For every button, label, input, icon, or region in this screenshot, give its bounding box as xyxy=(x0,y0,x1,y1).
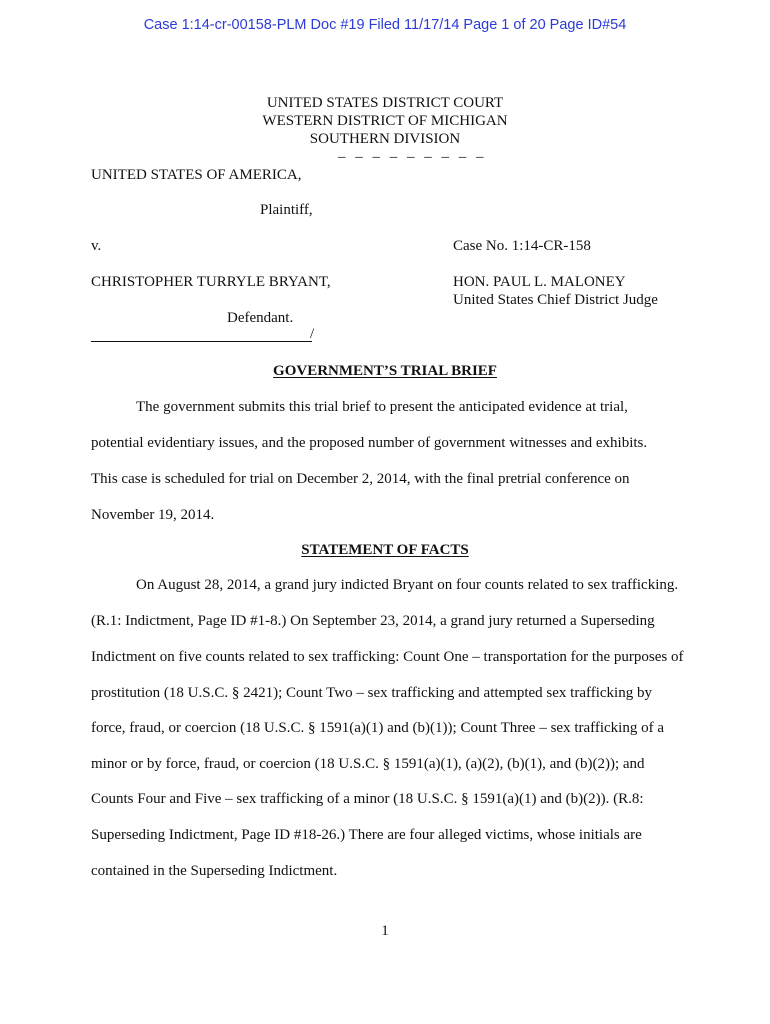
facts-line-6: minor or by force, fraud, or coercion (18 U.S.C. § 1591(a)(1), (a)(2), (b)(1), and (b)(2)); and xyxy=(91,756,645,772)
facts-line-5: force, fraud, or coercion (18 U.S.C. § 1591(a)(1) and (b)(1)); Count Three – sex trafficking of a xyxy=(91,720,665,736)
court-division: SOUTHERN DIVISION xyxy=(309,131,461,147)
judge-name: HON. PAUL L. MALONEY xyxy=(453,274,626,290)
facts-line-8: Superseding Indictment, Page ID #18-26.) There are four alleged victims, whose initials are xyxy=(91,827,642,843)
court-dash-rule: – – – – – – – – – xyxy=(338,149,487,165)
facts-line-7: Counts Four and Five – sex trafficking of a minor (18 U.S.C. § 1591(a)(1) and (b)(2)). (R.8: xyxy=(91,791,644,807)
defendant-label: Defendant. xyxy=(227,310,294,326)
page-number: 1 xyxy=(381,923,389,939)
court-name: UNITED STATES DISTRICT COURT xyxy=(266,95,504,111)
court-district: WESTERN DISTRICT OF MICHIGAN xyxy=(262,113,508,129)
facts-line-9: contained in the Superseding Indictment. xyxy=(91,863,338,879)
plaintiff-label: Plaintiff, xyxy=(260,202,313,218)
intro-line-1: The government submits this trial brief to present the anticipated evidence at trial, xyxy=(136,399,628,415)
document-title: GOVERNMENT’S TRIAL BRIEF xyxy=(273,363,497,379)
facts-line-2: (R.1: Indictment, Page ID #1-8.) On September 23, 2014, a grand jury returned a Superseding xyxy=(91,613,655,629)
intro-line-3: This case is scheduled for trial on December 2, 2014, with the final pretrial conference on xyxy=(91,471,630,487)
intro-line-2: potential evidentiary issues, and the proposed number of government witnesses and exhibits. xyxy=(91,435,648,451)
facts-line-1: On August 28, 2014, a grand jury indicted Bryant on four counts related to sex trafficking. xyxy=(136,577,679,593)
facts-heading: STATEMENT OF FACTS xyxy=(301,542,469,558)
plaintiff-name: UNITED STATES OF AMERICA, xyxy=(91,167,302,183)
ecf-header-stamp: Case 1:14-cr-00158-PLM Doc #19 Filed 11/17/14 Page 1 of 20 Page ID#54 xyxy=(143,17,627,33)
case-number: Case No. 1:14-CR-158 xyxy=(453,238,591,254)
caption-signature-line xyxy=(91,341,312,342)
defendant-name: CHRISTOPHER TURRYLE BRYANT, xyxy=(91,274,331,290)
judge-title: United States Chief District Judge xyxy=(453,292,658,308)
facts-line-4: prostitution (18 U.S.C. § 2421); Count Two – sex trafficking and attempted sex trafficking by xyxy=(91,685,652,701)
intro-line-4: November 19, 2014. xyxy=(91,507,215,523)
versus: v. xyxy=(91,238,102,254)
facts-line-3: Indictment on five counts related to sex trafficking: Count One – transportation for the purposes of xyxy=(91,649,684,665)
caption-slash: / xyxy=(310,326,315,342)
